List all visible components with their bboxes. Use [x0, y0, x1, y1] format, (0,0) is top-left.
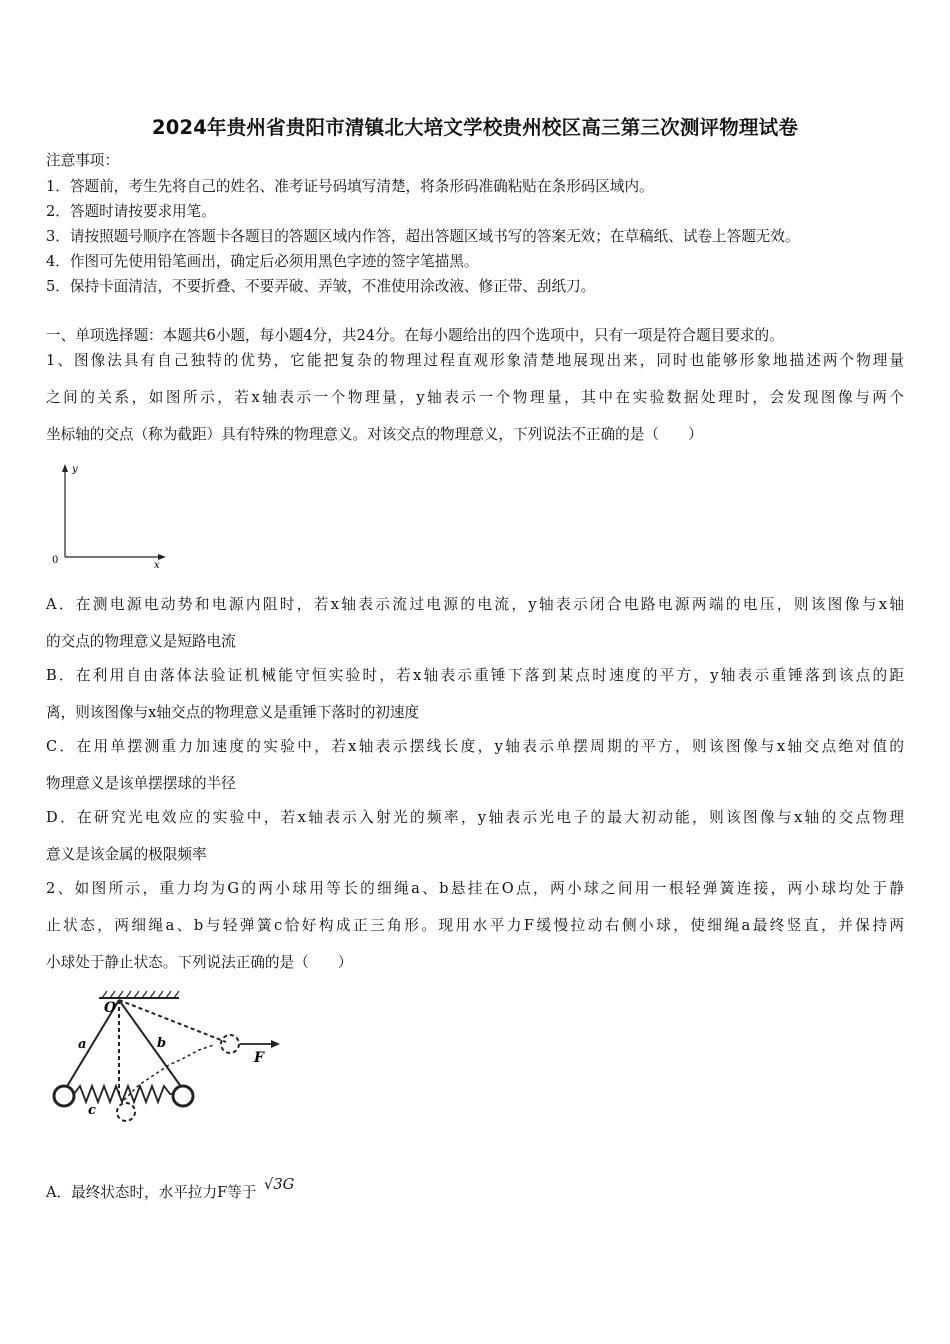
- sqrt3g-formula: √3G: [264, 1176, 295, 1193]
- question-2-text: 止状态，两细绳a、b与轻弹簧c恰好构成正三角形。现用水平力F缓慢拉动右侧小球，使细绳a最终竖直，并保持两: [46, 917, 904, 934]
- page-title: 2024年贵州省贵阳市清镇北大培文学校贵州校区高三第三次测评物理试卷: [151, 116, 799, 139]
- question-2-text: 2、如图所示，重力均为G的两小球用等长的细绳a、b悬挂在O点，两小球之间用一根轻弹簧连接，两小球均处于静: [46, 880, 904, 897]
- notice-item: 4．作图可先使用铅笔画出，确定后必须用黑色字迹的签字笔描黑。: [46, 253, 479, 270]
- option-d-cont: 意义是该金属的极限频率: [46, 846, 207, 863]
- label-c: c: [88, 1103, 96, 1118]
- question-1-text: 坐标轴的交点（称为截距）具有特殊的物理意义。对该交点的物理意义，下列说法不正确的是（ ）: [46, 426, 703, 443]
- option-c: C．在用单摆测重力加速度的实验中，若x轴表示摆线长度，y轴表示单摆周期的平方，则该图像与x轴交点绝对值的: [46, 738, 904, 755]
- q2-option-a-text: A．最终状态时，水平拉力F等于: [46, 1184, 257, 1201]
- notice-item: 2．答题时请按要求用笔。: [46, 203, 216, 220]
- notice-item: 5．保持卡面清洁，不要折叠、不要弄破、弄皱，不准使用涂改液、修正带、刮纸刀。: [46, 278, 596, 295]
- option-c-cont: 物理意义是该单摆摆球的半径: [46, 775, 236, 792]
- label-f: F: [254, 1050, 264, 1066]
- label-o: O: [104, 1000, 117, 1016]
- option-d: D．在研究光电效应的实验中，若x轴表示入射光的频率，y轴表示光电子的最大初动能，则该图像与x轴的交点物理: [46, 809, 904, 826]
- label-a: a: [78, 1037, 87, 1052]
- q2-option-a: [46, 1176, 295, 1202]
- option-b: B．在利用自由落体法验证机械能守恒实验时，若x轴表示重锤下落到某点时速度的平方，y轴表示重锤落到该点的距: [46, 667, 904, 684]
- question-2-text: 小球处于静止状态。下列说法正确的是（ ）: [46, 954, 353, 971]
- label-b: b: [157, 1036, 167, 1051]
- graph-y-label: y: [72, 464, 78, 475]
- question-1-text: 之间的关系，如图所示，若x轴表示一个物理量，y轴表示一个物理量，其中在实验数据处理时，会发现图像与两个: [46, 389, 904, 406]
- option-b-cont: 离，则该图像与x轴交点的物理意义是重锤下落时的初速度: [46, 704, 420, 721]
- xy-graph: [48, 460, 178, 570]
- graph-x-label: x: [154, 560, 160, 570]
- notice-item: 3．请按照题号顺序在答题卡各题目的答题区域内作答，超出答题区域书写的答案无效；在草稿纸、试卷上答题无效。: [46, 228, 800, 245]
- notice-heading: 注意事项：: [46, 152, 119, 169]
- graph-origin-label: 0: [52, 555, 59, 566]
- notice-item: 1．答题前，考生先将自己的姓名、准考证号码填写清楚，将条形码准确粘贴在条形码区域内。: [46, 178, 654, 195]
- option-a: A．在测电源电动势和电源内阻时，若x轴表示流过电源的电流，y轴表示闭合电路电源两端的电压，则该图像与x轴: [46, 596, 904, 613]
- pendulum-spring-figure: [44, 990, 284, 1130]
- question-1-text: 1、图像法具有自己独特的优势，它能把复杂的物理过程直观形象清楚地展现出来，同时也能够形象地描述两个物理量: [46, 352, 904, 369]
- section-heading: 一、单项选择题：本题共6小题，每小题4分，共24分。在每小题给出的四个选项中，只有一项是符合题目要求的。: [46, 327, 784, 344]
- option-a-cont: 的交点的物理意义是短路电流: [46, 633, 236, 650]
